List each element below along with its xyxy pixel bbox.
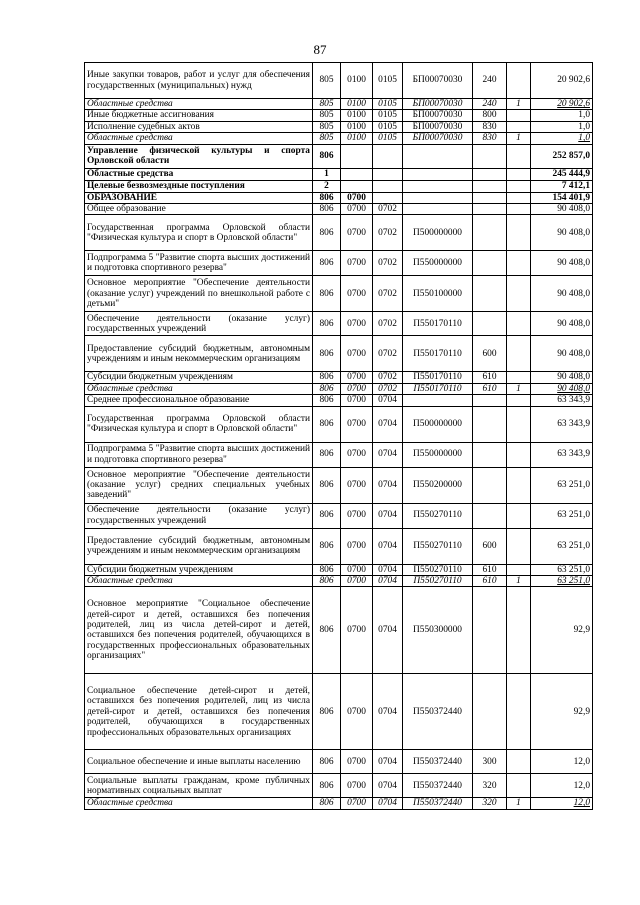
- amount: 63 251,0: [531, 576, 593, 587]
- target-article-code: П500000000: [403, 215, 473, 251]
- target-article-code: П550372440: [403, 750, 473, 774]
- ministry-code: 806: [313, 774, 341, 798]
- table-row: [85, 674, 593, 750]
- subsection-code: 0105: [373, 99, 403, 110]
- table-row: [85, 168, 593, 180]
- target-article-code: БП00070030: [403, 99, 473, 110]
- target-article-code: П550200000: [403, 467, 473, 503]
- amount: 90 408,0: [531, 372, 593, 383]
- ministry-code: 806: [313, 215, 341, 251]
- item-name: Областные средства: [85, 133, 313, 144]
- target-article-code: БП00070030: [403, 63, 473, 99]
- section-code: 0700: [341, 336, 373, 372]
- amount: 92,9: [531, 587, 593, 674]
- amount: 12,0: [531, 798, 593, 809]
- expense-type-code: [473, 395, 507, 406]
- funding-source-code: [507, 674, 531, 750]
- expense-type-code: 610: [473, 576, 507, 587]
- item-name: Основное мероприятие "Обеспечение деятельности (оказание услуг) учреждений по внешкольной работе с детьми": [85, 276, 313, 312]
- expense-type-code: 300: [473, 750, 507, 774]
- ministry-code: 806: [313, 467, 341, 503]
- subsection-code: 0702: [373, 312, 403, 336]
- table-row: [85, 312, 593, 336]
- funding-source-code: 1: [507, 576, 531, 587]
- section-code: 0100: [341, 110, 373, 121]
- section-code: 0700: [341, 251, 373, 276]
- budget-table: [84, 62, 593, 810]
- ministry-code: 806: [313, 750, 341, 774]
- funding-source-code: [507, 528, 531, 564]
- ministry-code: 805: [313, 99, 341, 110]
- expense-type-code: [473, 144, 507, 168]
- expense-type-code: [473, 503, 507, 528]
- section-code: 0700: [341, 564, 373, 575]
- ministry-code: 806: [313, 395, 341, 406]
- amount: 90 408,0: [531, 204, 593, 215]
- table-row: [85, 442, 593, 467]
- subsection-code: 0704: [373, 503, 403, 528]
- amount: 90 408,0: [531, 312, 593, 336]
- item-name: Обеспечение деятельности (оказание услуг) государственных учреждений: [85, 503, 313, 528]
- funding-source-code: [507, 395, 531, 406]
- subsection-code: 0105: [373, 121, 403, 132]
- ministry-code: 805: [313, 133, 341, 144]
- table-row: [85, 503, 593, 528]
- amount: 252 857,0: [531, 144, 593, 168]
- table-row: [85, 99, 593, 110]
- item-name: Субсидии бюджетным учреждениям: [85, 564, 313, 575]
- target-article-code: [403, 144, 473, 168]
- ministry-code: 805: [313, 110, 341, 121]
- table-row: [85, 528, 593, 564]
- ministry-code: 806: [313, 576, 341, 587]
- item-name: Областные средства: [85, 798, 313, 809]
- item-name: Среднее профессиональное образование: [85, 395, 313, 406]
- target-article-code: П550270110: [403, 503, 473, 528]
- funding-source-code: [507, 144, 531, 168]
- section-code: 0100: [341, 99, 373, 110]
- target-article-code: П550270110: [403, 576, 473, 587]
- amount: 90 408,0: [531, 215, 593, 251]
- subsection-code: 0702: [373, 251, 403, 276]
- ministry-code: 806: [313, 674, 341, 750]
- target-article-code: [403, 192, 473, 203]
- subsection-code: 0105: [373, 133, 403, 144]
- table-row: [85, 121, 593, 132]
- section-code: 0700: [341, 587, 373, 674]
- amount: 90 408,0: [531, 336, 593, 372]
- ministry-code: 806: [313, 372, 341, 383]
- subsection-code: 0704: [373, 576, 403, 587]
- subsection-code: 0702: [373, 336, 403, 372]
- amount: 63 251,0: [531, 528, 593, 564]
- amount: 245 444,9: [531, 168, 593, 180]
- ministry-code: 805: [313, 121, 341, 132]
- section-code: [341, 168, 373, 180]
- item-name: Областные средства: [85, 99, 313, 110]
- ministry-code: 805: [313, 63, 341, 99]
- amount: 63 251,0: [531, 503, 593, 528]
- section-code: 0700: [341, 467, 373, 503]
- expense-type-code: [473, 467, 507, 503]
- target-article-code: П550270110: [403, 528, 473, 564]
- funding-source-code: [507, 251, 531, 276]
- expense-type-code: 830: [473, 121, 507, 132]
- target-article-code: П550170110: [403, 312, 473, 336]
- section-code: [341, 180, 373, 192]
- ministry-code: 1: [313, 168, 341, 180]
- subsection-code: 0702: [373, 204, 403, 215]
- section-code: 0700: [341, 276, 373, 312]
- ministry-code: 806: [313, 528, 341, 564]
- table-row: [85, 180, 593, 192]
- subsection-code: 0704: [373, 674, 403, 750]
- section-code: 0100: [341, 133, 373, 144]
- item-name: Предоставление субсидий бюджетным, автономным учреждениям и иным некоммерческим организациям: [85, 336, 313, 372]
- target-article-code: БП00070030: [403, 110, 473, 121]
- target-article-code: [403, 180, 473, 192]
- table-row: [85, 576, 593, 587]
- ministry-code: 806: [313, 383, 341, 394]
- item-name: Социальное обеспечение детей-сирот и детей, оставшихся без попечения родителей, лиц из числа детей-сирот и детей, оставшихся без попечения родителей, обучающихся в государственных профессиональных образовательных организациях: [85, 674, 313, 750]
- expense-type-code: 240: [473, 63, 507, 99]
- table-row: [85, 774, 593, 798]
- target-article-code: БП00070030: [403, 121, 473, 132]
- table-row: [85, 587, 593, 674]
- subsection-code: 0704: [373, 528, 403, 564]
- funding-source-code: 1: [507, 383, 531, 394]
- section-code: [341, 144, 373, 168]
- subsection-code: 0702: [373, 383, 403, 394]
- amount: 20 902,6: [531, 63, 593, 99]
- item-name: Основное мероприятие "Обеспечение деятельности (оказание услуг) средних специальных учебных заведений": [85, 467, 313, 503]
- item-name: Социальное обеспечение и иные выплаты населению: [85, 750, 313, 774]
- amount: 1,0: [531, 121, 593, 132]
- section-code: 0700: [341, 798, 373, 809]
- funding-source-code: [507, 180, 531, 192]
- expense-type-code: [473, 168, 507, 180]
- item-name: Областные средства: [85, 383, 313, 394]
- ministry-code: 806: [313, 587, 341, 674]
- ministry-code: 806: [313, 442, 341, 467]
- item-name: Иные бюджетные ассигнования: [85, 110, 313, 121]
- expense-type-code: [473, 674, 507, 750]
- funding-source-code: [507, 192, 531, 203]
- expense-type-code: 610: [473, 564, 507, 575]
- subsection-code: [373, 192, 403, 203]
- ministry-code: 806: [313, 503, 341, 528]
- section-code: 0700: [341, 372, 373, 383]
- funding-source-code: [507, 503, 531, 528]
- item-name: ОБРАЗОВАНИЕ: [85, 192, 313, 203]
- funding-source-code: [507, 110, 531, 121]
- expense-type-code: 600: [473, 336, 507, 372]
- amount: 20 902,6: [531, 99, 593, 110]
- target-article-code: П550170110: [403, 336, 473, 372]
- funding-source-code: [507, 336, 531, 372]
- subsection-code: [373, 180, 403, 192]
- section-code: 0700: [341, 750, 373, 774]
- item-name: Обеспечение деятельности (оказание услуг) государственных учреждений: [85, 312, 313, 336]
- section-code: 0700: [341, 528, 373, 564]
- item-name: Исполнение судебных актов: [85, 121, 313, 132]
- subsection-code: [373, 144, 403, 168]
- item-name: Предоставление субсидий бюджетным, автономным учреждениям и иным некоммерческим организациям: [85, 528, 313, 564]
- amount: 63 343,9: [531, 395, 593, 406]
- amount: 63 251,0: [531, 467, 593, 503]
- item-name: Субсидии бюджетным учреждениям: [85, 372, 313, 383]
- table-row: [85, 406, 593, 442]
- funding-source-code: [507, 372, 531, 383]
- amount: 7 412,1: [531, 180, 593, 192]
- ministry-code: 806: [313, 251, 341, 276]
- subsection-code: 0704: [373, 798, 403, 809]
- target-article-code: П550170110: [403, 383, 473, 394]
- expense-type-code: 610: [473, 372, 507, 383]
- section-code: 0700: [341, 503, 373, 528]
- amount: 90 408,0: [531, 276, 593, 312]
- expense-type-code: 240: [473, 99, 507, 110]
- subsection-code: 0704: [373, 564, 403, 575]
- amount: 90 408,0: [531, 251, 593, 276]
- funding-source-code: [507, 467, 531, 503]
- expense-type-code: 320: [473, 774, 507, 798]
- subsection-code: 0702: [373, 372, 403, 383]
- table-row: [85, 336, 593, 372]
- target-article-code: П550372440: [403, 774, 473, 798]
- page-number: 87: [313, 42, 327, 57]
- section-code: 0100: [341, 63, 373, 99]
- expense-type-code: [473, 215, 507, 251]
- table-row: [85, 215, 593, 251]
- section-code: 0700: [341, 774, 373, 798]
- item-name: Подпрограмма 5 "Развитие спорта высших достижений и подготовка спортивного резерва": [85, 251, 313, 276]
- subsection-code: 0702: [373, 276, 403, 312]
- funding-source-code: [507, 312, 531, 336]
- subsection-code: [373, 168, 403, 180]
- table-row: [85, 750, 593, 774]
- amount: 1,0: [531, 133, 593, 144]
- funding-source-code: [507, 564, 531, 575]
- expense-type-code: [473, 180, 507, 192]
- subsection-code: 0704: [373, 442, 403, 467]
- table-row: [85, 110, 593, 121]
- expense-type-code: 600: [473, 528, 507, 564]
- expense-type-code: 320: [473, 798, 507, 809]
- item-name: Областные средства: [85, 168, 313, 180]
- expense-type-code: [473, 204, 507, 215]
- table-row: [85, 276, 593, 312]
- expense-type-code: [473, 251, 507, 276]
- ministry-code: 806: [313, 406, 341, 442]
- subsection-code: 0702: [373, 215, 403, 251]
- amount: 12,0: [531, 774, 593, 798]
- table-body: [85, 63, 593, 810]
- funding-source-code: [507, 442, 531, 467]
- target-article-code: П550372440: [403, 674, 473, 750]
- target-article-code: П500000000: [403, 406, 473, 442]
- table-row: [85, 204, 593, 215]
- target-article-code: П550100000: [403, 276, 473, 312]
- item-name: Управление физической культуры и спорта Орловской области: [85, 144, 313, 168]
- target-article-code: [403, 395, 473, 406]
- section-code: 0700: [341, 215, 373, 251]
- section-code: 0700: [341, 674, 373, 750]
- target-article-code: П550300000: [403, 587, 473, 674]
- expense-type-code: [473, 442, 507, 467]
- item-name: Общее образование: [85, 204, 313, 215]
- table-row: [85, 63, 593, 99]
- ministry-code: 806: [313, 798, 341, 809]
- expense-type-code: 610: [473, 383, 507, 394]
- table-row: [85, 798, 593, 809]
- item-name: Подпрограмма 5 "Развитие спорта высших достижений и подготовка спортивного резерва": [85, 442, 313, 467]
- amount: 63 251,0: [531, 564, 593, 575]
- ministry-code: 806: [313, 312, 341, 336]
- item-name: Целевые безвозмездные поступления: [85, 180, 313, 192]
- item-name: Областные средства: [85, 576, 313, 587]
- target-article-code: П550270110: [403, 564, 473, 575]
- subsection-code: 0105: [373, 63, 403, 99]
- target-article-code: П550000000: [403, 251, 473, 276]
- ministry-code: 2: [313, 180, 341, 192]
- amount: 63 343,9: [531, 406, 593, 442]
- subsection-code: 0704: [373, 750, 403, 774]
- section-code: 0700: [341, 395, 373, 406]
- table-row: [85, 372, 593, 383]
- amount: 12,0: [531, 750, 593, 774]
- target-article-code: П550000000: [403, 442, 473, 467]
- ministry-code: 806: [313, 144, 341, 168]
- amount: 92,9: [531, 674, 593, 750]
- table-row: [85, 133, 593, 144]
- funding-source-code: [507, 215, 531, 251]
- item-name: Государственная программа Орловской области "Физическая культура и спорт в Орловской области": [85, 215, 313, 251]
- item-name: Иные закупки товаров, работ и услуг для обеспечения государственных (муниципальных) нужд: [85, 63, 313, 99]
- funding-source-code: [507, 204, 531, 215]
- subsection-code: 0704: [373, 774, 403, 798]
- amount: 154 401,9: [531, 192, 593, 203]
- target-article-code: [403, 168, 473, 180]
- funding-source-code: [507, 750, 531, 774]
- expense-type-code: [473, 192, 507, 203]
- table-row: [85, 395, 593, 406]
- funding-source-code: 1: [507, 133, 531, 144]
- expense-type-code: [473, 312, 507, 336]
- funding-source-code: [507, 121, 531, 132]
- funding-source-code: [507, 168, 531, 180]
- subsection-code: 0105: [373, 110, 403, 121]
- table-row: [85, 467, 593, 503]
- table-row: [85, 564, 593, 575]
- section-code: 0700: [341, 192, 373, 203]
- funding-source-code: [507, 63, 531, 99]
- expense-type-code: [473, 406, 507, 442]
- item-name: Основное мероприятие "Социальное обеспечение детей-сирот и детей, оставшихся без попечения родителей, лиц из числа детей-сирот и детей, оставшихся без попечения родителей, обучающихся в государственных профессиональных образовательных организациях": [85, 587, 313, 674]
- amount: 63 343,9: [531, 442, 593, 467]
- amount: 90 408,0: [531, 383, 593, 394]
- target-article-code: П550372440: [403, 798, 473, 809]
- table-row: [85, 192, 593, 203]
- expense-type-code: [473, 276, 507, 312]
- target-article-code: П550170110: [403, 372, 473, 383]
- funding-source-code: [507, 406, 531, 442]
- expense-type-code: [473, 587, 507, 674]
- ministry-code: 806: [313, 564, 341, 575]
- funding-source-code: 1: [507, 798, 531, 809]
- expense-type-code: 800: [473, 110, 507, 121]
- section-code: 0700: [341, 204, 373, 215]
- subsection-code: 0704: [373, 587, 403, 674]
- section-code: 0700: [341, 406, 373, 442]
- section-code: 0700: [341, 383, 373, 394]
- table-row: [85, 144, 593, 168]
- funding-source-code: [507, 587, 531, 674]
- target-article-code: [403, 204, 473, 215]
- subsection-code: 0704: [373, 395, 403, 406]
- ministry-code: 806: [313, 192, 341, 203]
- ministry-code: 806: [313, 204, 341, 215]
- table-row: [85, 251, 593, 276]
- section-code: 0700: [341, 312, 373, 336]
- table-row: [85, 383, 593, 394]
- target-article-code: БП00070030: [403, 133, 473, 144]
- item-name: Государственная программа Орловской области "Физическая культура и спорт в Орловской области": [85, 406, 313, 442]
- section-code: 0100: [341, 121, 373, 132]
- funding-source-code: 1: [507, 99, 531, 110]
- expense-type-code: 830: [473, 133, 507, 144]
- section-code: 0700: [341, 576, 373, 587]
- item-name: Социальные выплаты гражданам, кроме публичных нормативных социальных выплат: [85, 774, 313, 798]
- funding-source-code: [507, 774, 531, 798]
- section-code: 0700: [341, 442, 373, 467]
- ministry-code: 806: [313, 336, 341, 372]
- funding-source-code: [507, 276, 531, 312]
- amount: 1,0: [531, 110, 593, 121]
- ministry-code: 806: [313, 276, 341, 312]
- subsection-code: 0704: [373, 467, 403, 503]
- subsection-code: 0704: [373, 406, 403, 442]
